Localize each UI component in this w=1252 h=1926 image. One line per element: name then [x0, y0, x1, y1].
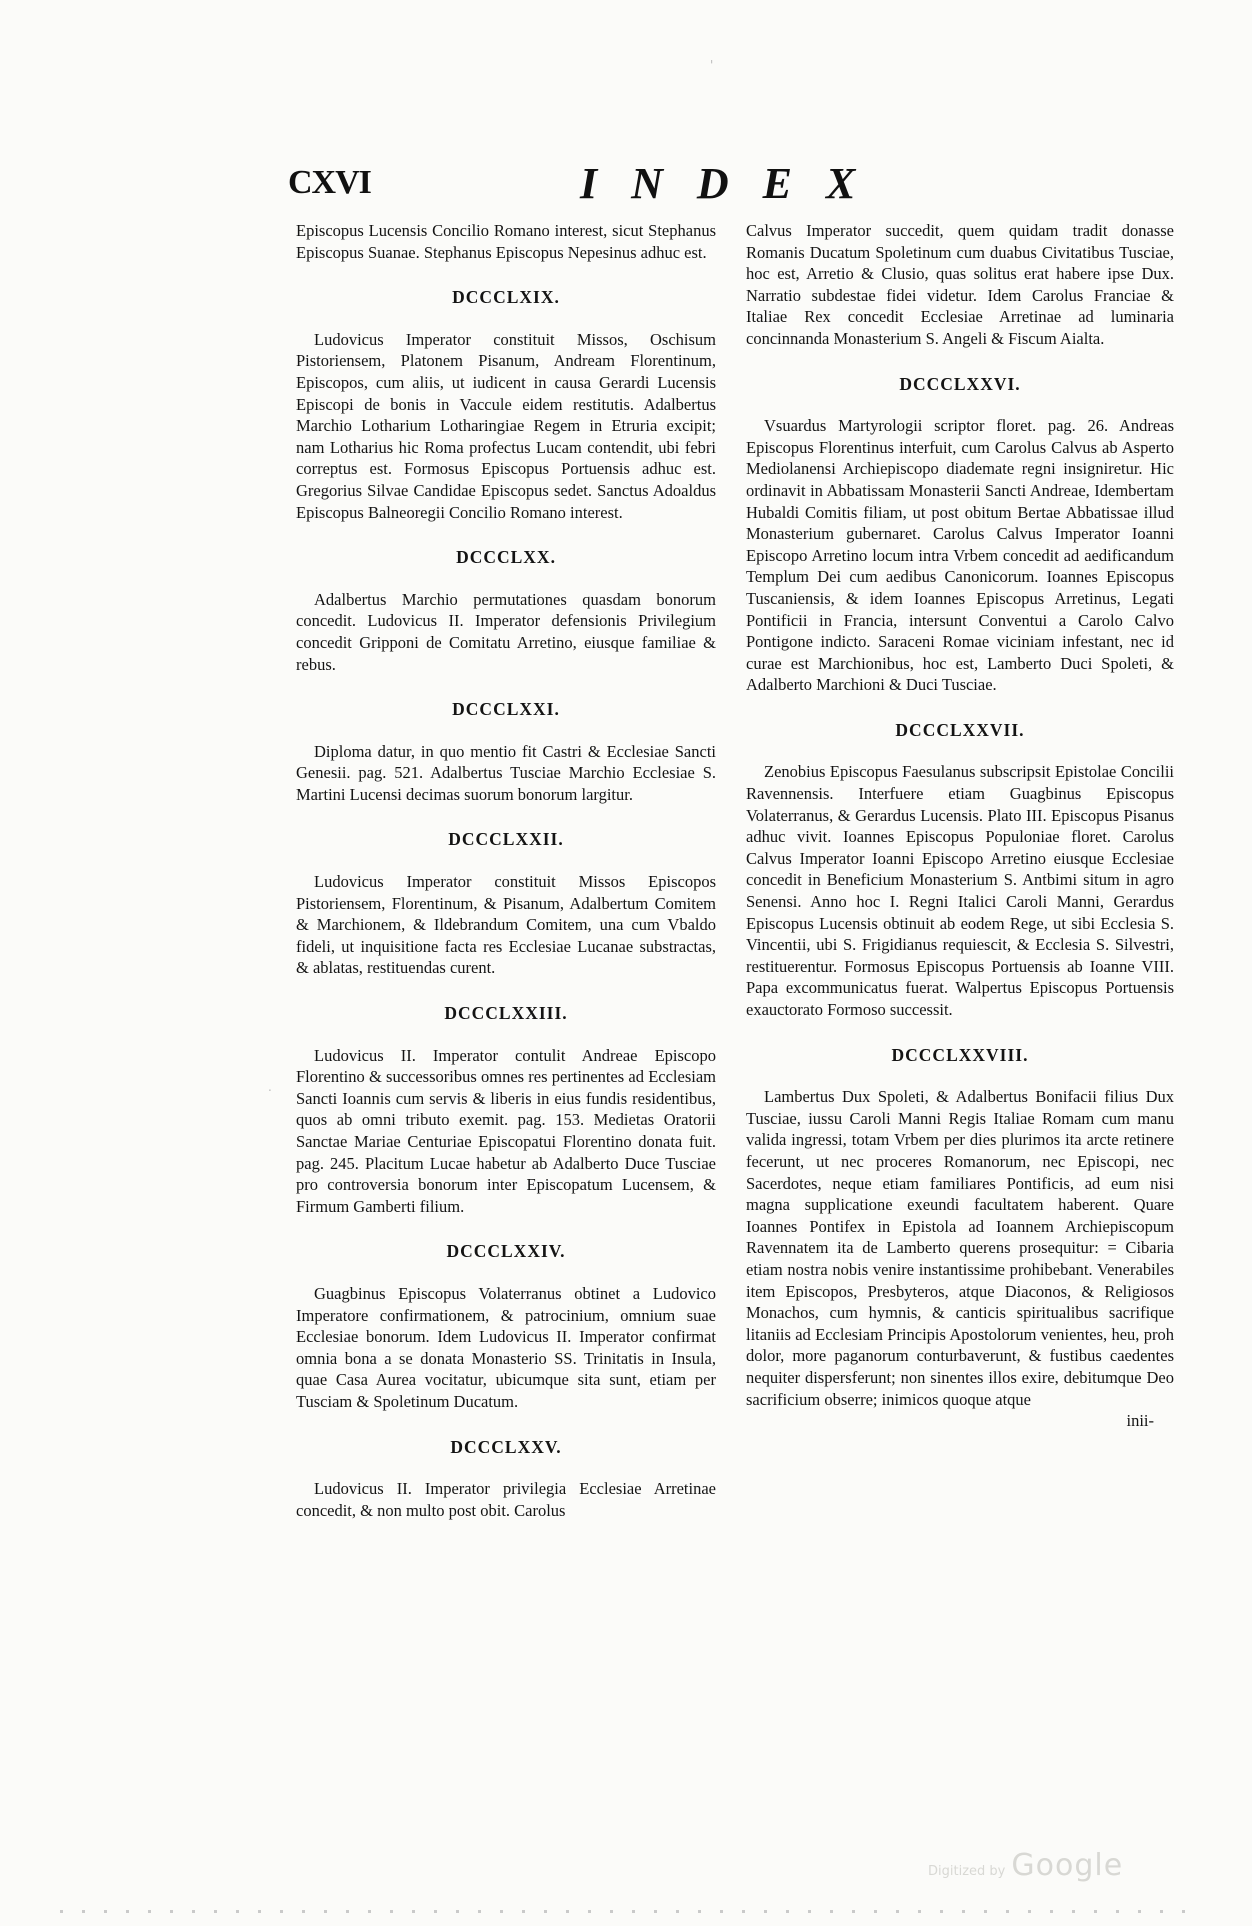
year-heading: DCCCLXXIII. — [444, 1003, 568, 1024]
year-heading: DCCCLXXV. — [450, 1436, 562, 1457]
year-heading: DCCCLXXVI. — [899, 373, 1021, 394]
page-speck-top: ' — [710, 58, 714, 72]
year-heading: DCCCLXXVIII. — [891, 1044, 1029, 1065]
watermark-logo-text: Google — [1011, 1848, 1124, 1883]
year-heading: DCCCLXX. — [456, 547, 556, 568]
page-speck-left: . — [268, 1080, 272, 1094]
year-heading: DCCCLXXIV. — [446, 1241, 566, 1262]
digitized-watermark — [928, 1848, 1123, 1883]
year-heading: DCCCLXIX. — [452, 287, 560, 308]
year-entry: Diploma datur, in quo mentio fit Castri & Ecclesiae Sancti Genesii. pag. 521. Adalbertus Tusciae Marchio Ecclesiae S. Martini Lucensi decimas suorum bonorum largitur. — [296, 741, 716, 804]
year-entry: Vsuardus Martyrologii scriptor floret. pag. 26. Andreas Episcopus Florentinus interfuit, cum Carolus Calvus ab Asperto Mediolanensi Archiepiscopo diademate regni insigniretur. Hic ordinavit in Abbatissam Monasterii Sancti Andreae, Idembertam Hubaldi Comitis filiam, ut post obitum Bertae Abbatissae illud Monasterium gubernaret. Carolus Calvus Imperator Ioanni Episcopo Arretino locum intra Vrbem concedit ad aedificandum Templum Dei cum aedibus Canonicorum. Ioannes Episcopus Tuscaniensis, & idem Ioannes Episcopus Arretinus, Legati Pontificii in Francia, intersunt Conventui a Carolo Calvo Pontigone indicto. Saraceni Romae viciniam infestant, nec id curae est Marchionibus, hoc est, Lamberto Duci Spoleti, & Adalberto Marchioni & Duci Tusciae. — [746, 416, 1174, 695]
year-entry: Guagbinus Episcopus Volaterranus obtinet a Ludovico Imperatore confirmationem, & patrocinium, omnium suae Ecclesiae bonorum. Idem Ludovicus II. Imperator confirmat omnia bona a se donata Monasterio SS. Trinitatis in Insula, quae Casa Aurea vocitatur, ubicumque sita sunt, etiam per Tusciam & Spoletinum Ducatum. — [296, 1283, 716, 1411]
year-entry: Ludovicus II. Imperator privilegia Ecclesiae Arretinae concedit, & non multo post obit. Carolus — [296, 1479, 716, 1520]
year-entry: Lambertus Dux Spoleti, & Adalbertus Bonifacii filius Dux Tusciae, iussu Caroli Manni Regis Italiae Romam cum manu valida ingressi, totam Vrbem per dies plurimos ita arcte retinere fecerunt, ut nec proceres Romanorum, nec Episcopi, nec Sacerdotes, neque etiam familiares Pontificis, ad eum nisi magna supplicatione exeundi facultatem haberent. Quare Ioannes Pontifex in Epistola ad Ioannem Archiepiscopum Ravennatem ita de Lamberto querens prosequitur: = Cibaria etiam nostra nobis venire instantissime prohibebant. Venerabiles item Episcopos, Presbyteros, atque Diaconos, & Religiosos Monachos, cum hymnis, & canticis spiritualibus sacrifique litaniis ad Ecclesiam Principis Apostolorum venientes, heu, proh dolor, more paganorum conturbaverunt, & fustibus caedentes nequiter dispersferunt; non sinentes illos exire, debitumque Deo sacrificium obserre; inimicos quoque atque — [746, 1087, 1174, 1409]
left-intro: Episcopus Lucensis Concilio Romano interest, sicut Stephanus Episcopus Suanae. Stephanus Episcopus Nepesinus adhuc est. — [296, 221, 716, 262]
year-heading: DCCCLXXII. — [448, 829, 564, 850]
year-entry: Ludovicus II. Imperator contulit Andreae Episcopo Florentino & successoribus omnes res pertinentes ad Ecclesiam Sancti Ioannis cum servis & liberis in eius fundis residentibus, quos ab omni tributo exemit. pag. 153. Medietas Oratorii Sanctae Mariae Centuriae Episcopatui Florentino donata fuit. pag. 245. Placitum Lucae habetur ab Adalberto Duce Tusciae pro controversia bonorum inter Episcopatum Lucensem, & Firmum Gamberti filium. — [296, 1045, 716, 1216]
year-entry: Ludovicus Imperator constituit Missos Episcopos Pistoriensem, Florentinum, & Pisanum, Adalbertum Comitem & Marchionem, & Ildebrandum Comitem, una cum Vbaldo fideli, ut inquisitione facta res Ecclesiae Lucanae substractas, & ablatas, restituendas curent. — [296, 872, 716, 978]
page-edge-dots — [60, 1910, 1190, 1913]
running-head-title: INDEX — [580, 159, 890, 208]
page-number: CXVI — [288, 164, 371, 201]
page-header — [0, 158, 1252, 218]
year-heading: DCCCLXXVII. — [895, 719, 1025, 740]
left-column — [296, 220, 716, 1521]
watermark-small-text: Digitized by — [928, 1864, 1006, 1879]
right-intro: Calvus Imperator succedit, quem quidam tradit donasse Romanis Ducatum Spoletinum cum duabus Civitatibus Tusciae, hoc est, Arretio & Clusio, quas solitus erat habere ipse Dux. Narratio subdestae fidei videtur. Idem Carolus Franciae & Italiae Rex concedit Ecclesiae Arretinae ad luminaria concinnanda Monasterium S. Angeli & Fiscum Aialta. — [746, 221, 1174, 348]
year-heading: DCCCLXXI. — [452, 699, 560, 720]
right-column — [746, 220, 1174, 1432]
year-entry: Ludovicus Imperator constituit Missos, Oschisum Pistoriensem, Platonem Pisanum, Andream Florentinum, Episcopos, cum aliis, ut iudicent in causa Gerardi Lucensis Episcopi de bonis in Vaccule eidem restitutis. Adalbertus Marchio Lotharium Lotharingiae Regem in Etruria excipit; nam Lotharius hic Roma profectus Lucam contendit, ubi febri correptus est. Formosus Episcopus Portuensis adhuc est. Gregorius Silvae Candidae Episcopus sedet. Sanctus Adoaldus Episcopus Balneoregii Concilio Romano interest. — [296, 329, 716, 522]
year-entry: Adalbertus Marchio permutationes quasdam bonorum concedit. Ludovicus II. Imperator defensionis Privilegium concedit Gripponi de Comitatu Arretino, eiusque familiae & rebus. — [296, 589, 716, 674]
year-entry: Zenobius Episcopus Faesulanus subscripsit Epistolae Concilii Ravennensis. Interfuere etiam Guagbinus Episcopus Volaterranus, & Gerardus Lucensis. Plato III. Episcopus Pisanus adhuc vivit. Ioannes Episcopus Populoniae floret. Carolus Calvus Imperator Ioanni Episcopo Arretino eiusque Ecclesiae concedit in Beneficium Monasterium S. Antbimi situm in agro Senensi. Anno hoc I. Regni Italici Caroli Manni, Gerardus Episcopus Lucensis obtinuit ab eodem Rege, ut sibi Ecclesia S. Vincentii, ubi S. Frigidianus requiescit, & Ecclesia S. Silvestri, restituerentur. Formosus Episcopus Portuensis ab Ioanne VIII. Papa excommunicatus fuerat. Walpertus Episcopus Portuensis exauctorato Formoso successit. — [746, 762, 1174, 1019]
catchword: inii- — [1126, 1411, 1154, 1431]
